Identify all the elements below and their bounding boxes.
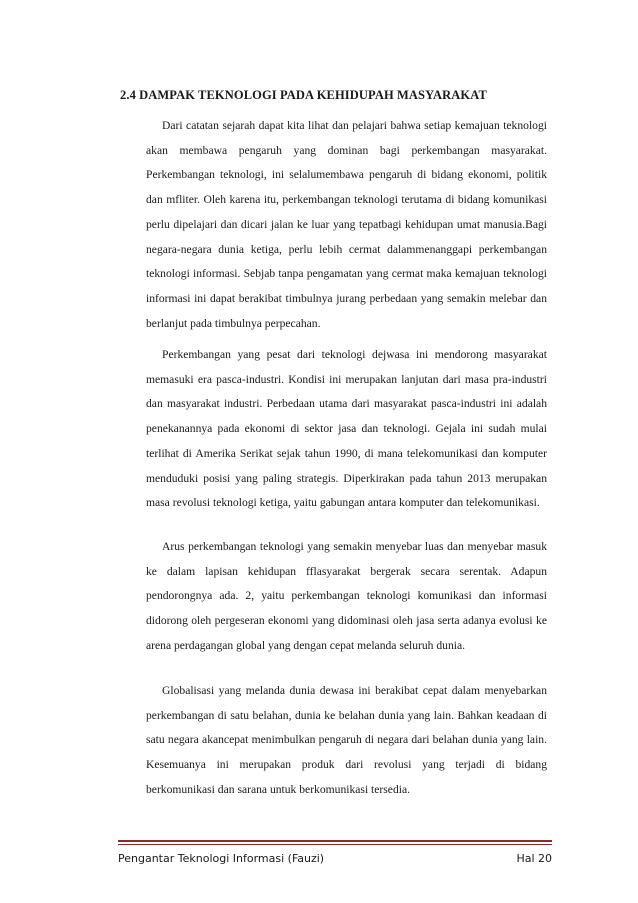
- paragraph-4: Globalisasi yang melanda dunia dewasa ini berakibat cepat dalam menyebarkan perkembangan di satu belahan, dunia ke belahan dunia yang lain. Bahkan keadaan di satu negara akancepat menimbulkan pengaruh di negara dari belahan dunia yang lain. Kesemuanya ini merupakan produk dari revolusi yang terjadi di bidang berkomunikasi dan sarana untuk berkomunikasi tersedia.: [146, 684, 547, 796]
- section-heading: 2.4 DAMPAK TEKNOLOGI PADA KEHIDUPAH MASYARAKAT: [120, 88, 487, 102]
- footer-page-number: Hal 20: [516, 852, 552, 865]
- paragraph-1: Dari catatan sejarah dapat kita lihat dan pelajari bahwa setiap kemajuan teknologi akan membawa pengaruh yang dominan bagi perkembangan masyarakat. Perkembangan teknologi, ini selalumembawa pengaruh di bidang ekonomi, politik dan mfliter. Oleh karena itu, perkembangan teknologi terutama di bidang komunikasi perlu dipelajari dan dicari jalan ke luar yang tepatbagi kehidupan umat manusia.Bagi negara-negara dunia ketiga, perlu lebih cermat dalammenanggapi perkembangan teknologi informasi. Sebjab tanpa pengamatan yang cermat maka kemajuan teknologi informasi ini dapat berakibat timbulnya jurang perbedaan yang semakin melebar dan berlanjut pada timbulnya perpecahan.: [146, 119, 547, 330]
- paragraph-2: Perkembangan yang pesat dari teknologi dejwasa ini mendorong masyarakat memasuki era pasca-industri. Kondisi ini merupakan lanjutan dari masa pra-industri dan masyarakat industri. Perbedaan utama dari masyarakat pasca-industri ini adalah penekanannya pada ekonomi di sektor jasa dan teknologi. Gejala ini sudah mulai terlihat di Amerika Serikat sejak tahun 1990, di mana telekomunikasi dan komputer menduduki posisi yang paling strategis. Diperkirakan pada tahun 2013 merupakan masa revolusi teknologi ketiga, yaitu gabungan antara komputer dan telekomunikasi.: [146, 348, 547, 510]
- footer-book-title: Pengantar Teknologi Informasi (Fauzi): [118, 852, 325, 865]
- page-footer: [118, 852, 552, 865]
- footer-rule-thick: [118, 840, 552, 842]
- paragraph-3: Arus perkembangan teknologi yang semakin menyebar luas dan menyebar masuk ke dalam lapisan kehidupan fflasyarakat bergerak secara serentak. Adapun pendorongnya ada. 2, yaitu perkembangan teknologi komunikasi dan informasi didorong oleh pergeseran ekonomi yang didominasi oleh jasa serta adanya evolusi ke arena perdagangan global yang dengan cepat melanda seluruh dunia.: [146, 540, 547, 652]
- footer-rule-thin: [118, 844, 552, 845]
